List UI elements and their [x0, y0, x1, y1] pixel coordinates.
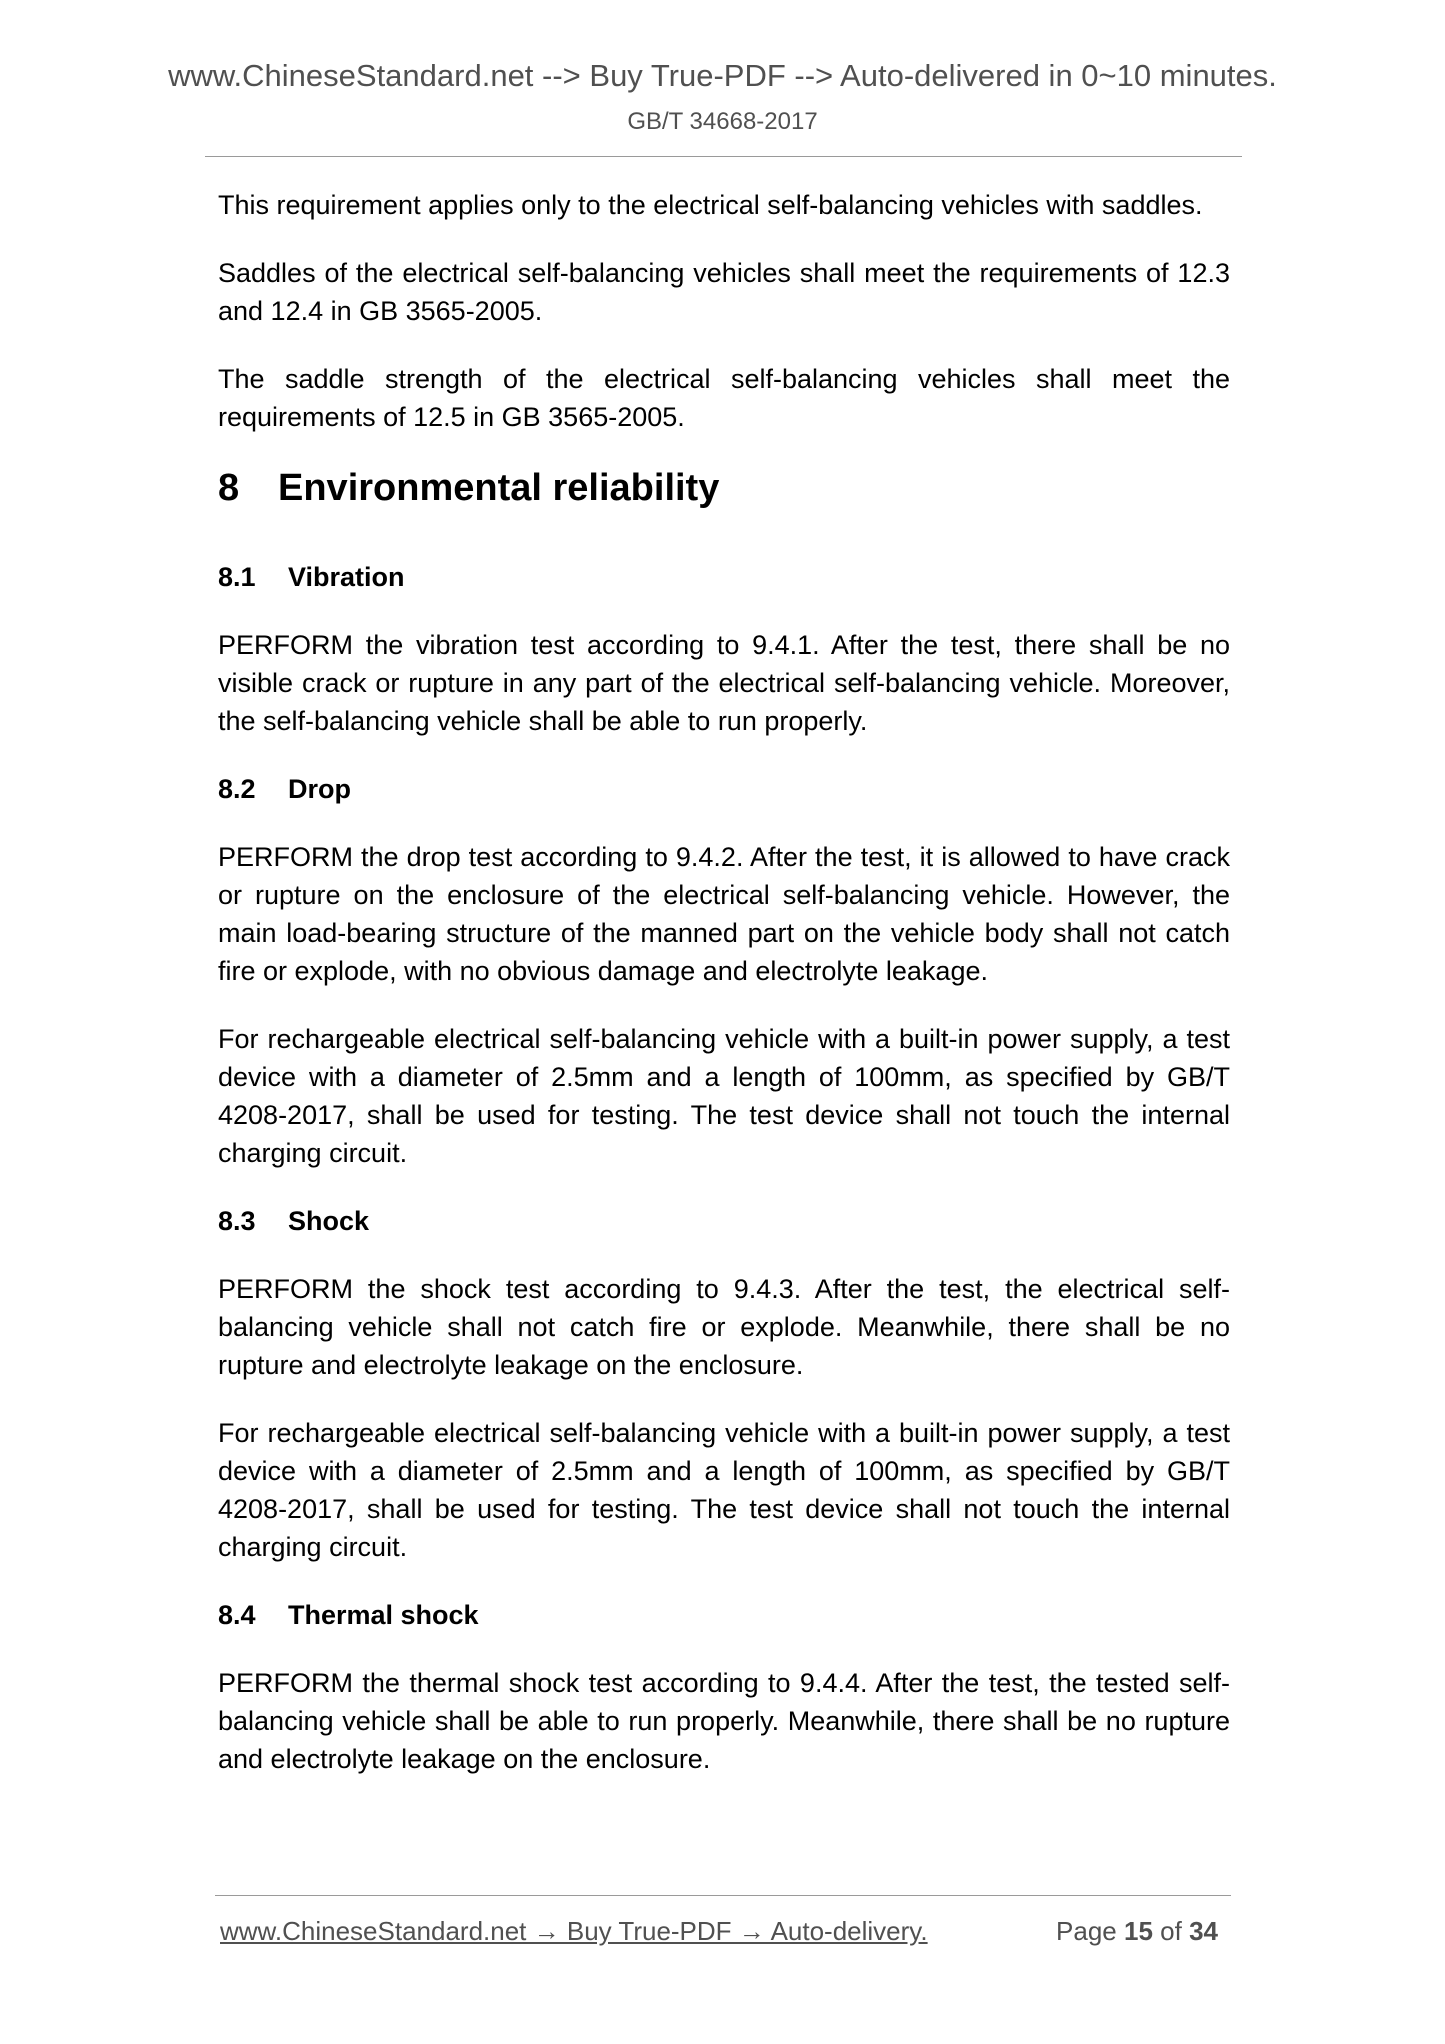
subsection-title: Drop [288, 774, 351, 804]
subsection-heading-thermal-shock [218, 1596, 1230, 1634]
subsection-heading-shock [218, 1202, 1230, 1240]
header-divider [205, 156, 1242, 157]
section-heading [218, 466, 1230, 510]
subsection-heading-drop [218, 770, 1230, 808]
subsection-title: Vibration [288, 562, 405, 592]
drop-paragraph-1: PERFORM the drop test according to 9.4.2. After the test, it is allowed to have crack or rupture on the enclosure of the electrical self-balancing vehicle. However, the main load-bearing structure of the manned part on the vehicle body shall not catch fire or explode, with no obvious damage and electrolyte leakage. [218, 842, 1230, 986]
subsection-number: 8.3 [218, 1206, 256, 1236]
total-page-number: 34 [1189, 1916, 1218, 1946]
drop-paragraph-2: For rechargeable electrical self-balancing vehicle with a built-in power supply, a test device with a diameter of 2.5mm and a length of 100mm, as specified by GB/T 4208-2017, shall be used for testing. The test device shall not touch the internal charging circuit. [218, 1024, 1230, 1168]
section-number: 8 [218, 467, 240, 509]
vibration-paragraph: PERFORM the vibration test according to 9.4.1. After the test, there shall be no visible crack or rupture in any part of the electrical self-balancing vehicle. Moreover, the self-balancing vehicle shall be able to run properly. [218, 630, 1230, 736]
shock-paragraph-1: PERFORM the shock test according to 9.4.3. After the test, the electrical self-balancing vehicle shall not catch fire or explode. Meanwhile, there shall be no rupture and electrolyte leakage on the enclosure. [218, 1274, 1230, 1380]
intro-paragraph-2: Saddles of the electrical self-balancing vehicles shall meet the requirements of 12.3 and 12.4 in GB 3565-2005. [218, 258, 1230, 326]
shock-paragraph-2: For rechargeable electrical self-balancing vehicle with a built-in power supply, a test device with a diameter of 2.5mm and a length of 100mm, as specified by GB/T 4208-2017, shall be used for testing. The test device shall not touch the internal charging circuit. [218, 1418, 1230, 1562]
subsection-number: 8.1 [218, 562, 256, 592]
subsection-number: 8.4 [218, 1600, 256, 1630]
intro-paragraph-1: This requirement applies only to the electrical self-balancing vehicles with saddles. [218, 190, 1203, 220]
section-title: Environmental reliability [278, 467, 720, 509]
page-of-label: of [1160, 1916, 1182, 1946]
thermal-shock-paragraph: PERFORM the thermal shock test according to 9.4.4. After the test, the tested self-balancing vehicle shall be able to run properly. Meanwhile, there shall be no rupture and electrolyte leakage on the enclosure. [218, 1668, 1230, 1774]
current-page-number: 15 [1124, 1916, 1153, 1946]
page-body [218, 186, 1230, 1808]
standard-number: GB/T 34668-2017 [627, 108, 818, 135]
subsection-title: Thermal shock [288, 1600, 479, 1630]
subsection-title: Shock [288, 1206, 370, 1236]
footer-link[interactable]: www.ChineseStandard.net → Buy True-PDF → Auto-delivery. [220, 1916, 928, 1946]
intro-paragraph-3: The saddle strength of the electrical self-balancing vehicles shall meet the requirements of 12.5 in GB 3565-2005. [218, 364, 1230, 432]
subsection-number: 8.2 [218, 774, 256, 804]
footer-divider [215, 1895, 1231, 1896]
subsection-heading-vibration [218, 558, 1230, 596]
page-label: Page [1056, 1916, 1117, 1946]
page-indicator [1056, 1916, 1218, 1947]
header-banner: www.ChineseStandard.net --> Buy True-PDF --> Auto-delivered in 0~10 minutes. [168, 58, 1277, 93]
